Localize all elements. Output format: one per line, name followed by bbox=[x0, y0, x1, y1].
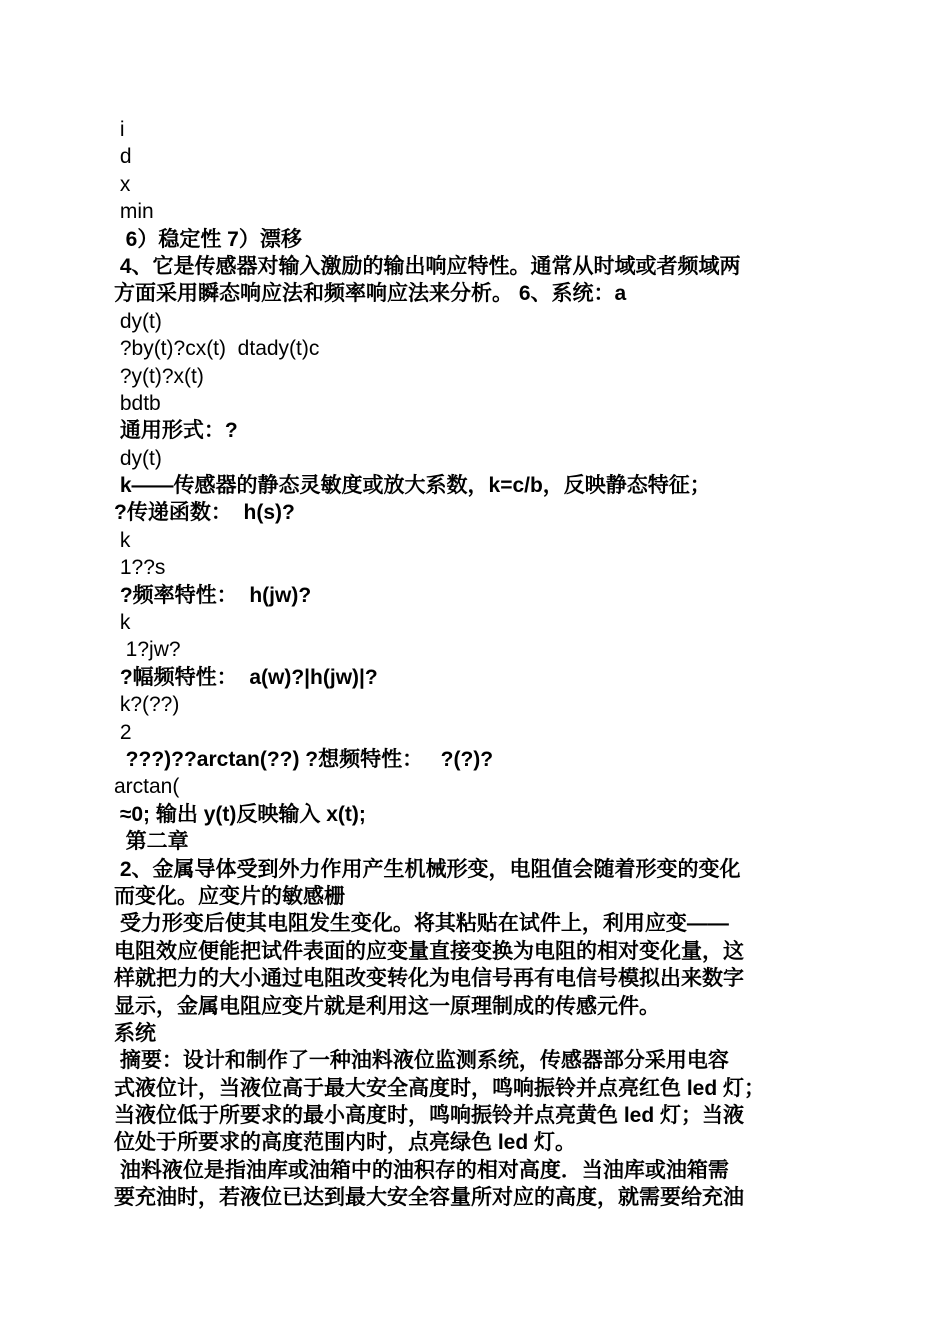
text-line: 1??s bbox=[114, 556, 166, 580]
text-line: bdtb bbox=[114, 391, 161, 415]
text-line: 2 bbox=[114, 720, 132, 744]
text-line: 要充油时，若液位已达到最大安全容量所对应的高度，就需要给充油 bbox=[114, 1186, 744, 1210]
section-heading: 系统 bbox=[114, 1021, 156, 1045]
text-line: d bbox=[114, 145, 132, 169]
text-line: min bbox=[114, 200, 154, 224]
text-line: dy(t) bbox=[114, 309, 162, 333]
text-line: 当液位低于所要求的最小高度时，鸣响振铃并点亮黄色 led 灯；当液 bbox=[114, 1104, 745, 1128]
text-line: dy(t) bbox=[114, 446, 162, 470]
text-line: 显示，金属电阻应变片就是利用这一原理制成的传感元件。 bbox=[114, 994, 660, 1018]
text-line: ?by(t)?cx(t) dtady(t)c bbox=[114, 337, 320, 361]
text-line: 式液位计，当液位高于最大安全高度时，鸣响振铃并点亮红色 led 灯； bbox=[114, 1076, 766, 1100]
text-line: k bbox=[114, 528, 131, 552]
text-line: 而变化。应变片的敏感栅 bbox=[114, 884, 345, 908]
document-body bbox=[114, 116, 834, 1212]
text-line: 1?jw? bbox=[114, 638, 181, 662]
text-line: ???)??arctan(??) ?想频特性： ?(?)? bbox=[114, 747, 494, 771]
text-line: 4、它是传感器对输入激励的输出响应特性。通常从时域或者频域两 bbox=[114, 254, 741, 278]
chapter-heading: 第二章 bbox=[114, 830, 189, 854]
text-line: 2、金属导体受到外力作用产生机械形变，电阻值会随着形变的变化 bbox=[114, 857, 741, 881]
text-line: 6）稳定性 7）漂移 bbox=[114, 227, 302, 251]
text-line: 方面采用瞬态响应法和频率响应法来分析。 6、系统：a bbox=[114, 282, 627, 306]
text-line: ?传递函数： h(s)? bbox=[114, 501, 295, 525]
text-line: 摘要：设计和制作了一种油料液位监测系统，传感器部分采用电容 bbox=[114, 1049, 729, 1073]
text-line: ?幅频特性： a(w)?|h(jw)|? bbox=[114, 665, 378, 689]
text-line: k——传感器的静态灵敏度或放大系数，k=c/b，反映静态特征； bbox=[114, 474, 711, 498]
text-line: ≈0; 输出 y(t)反映输入 x(t); bbox=[114, 802, 366, 826]
text-line: ?频率特性： h(jw)? bbox=[114, 583, 312, 607]
text-line: 样就把力的大小通过电阻改变转化为电信号再有电信号模拟出来数字 bbox=[114, 967, 744, 991]
text-line: k?(??) bbox=[114, 693, 180, 717]
text-line: arctan( bbox=[114, 775, 180, 799]
text-line: 位处于所要求的高度范围内时，点亮绿色 led 灯。 bbox=[114, 1131, 577, 1155]
text-line: 通用形式：? bbox=[114, 419, 238, 443]
text-line: 电阻效应便能把试件表面的应变量直接变换为电阻的相对变化量，这 bbox=[114, 939, 744, 963]
text-line: i bbox=[114, 118, 125, 141]
text-line: 受力形变后使其电阻发生变化。将其粘贴在试件上，利用应变—— bbox=[114, 912, 729, 936]
text-line: x bbox=[114, 172, 131, 196]
text-line: ?y(t)?x(t) bbox=[114, 364, 204, 388]
text-line: 油料液位是指油库或油箱中的油积存的相对高度．当油库或油箱需 bbox=[114, 1158, 729, 1182]
text-line: k bbox=[114, 611, 131, 635]
